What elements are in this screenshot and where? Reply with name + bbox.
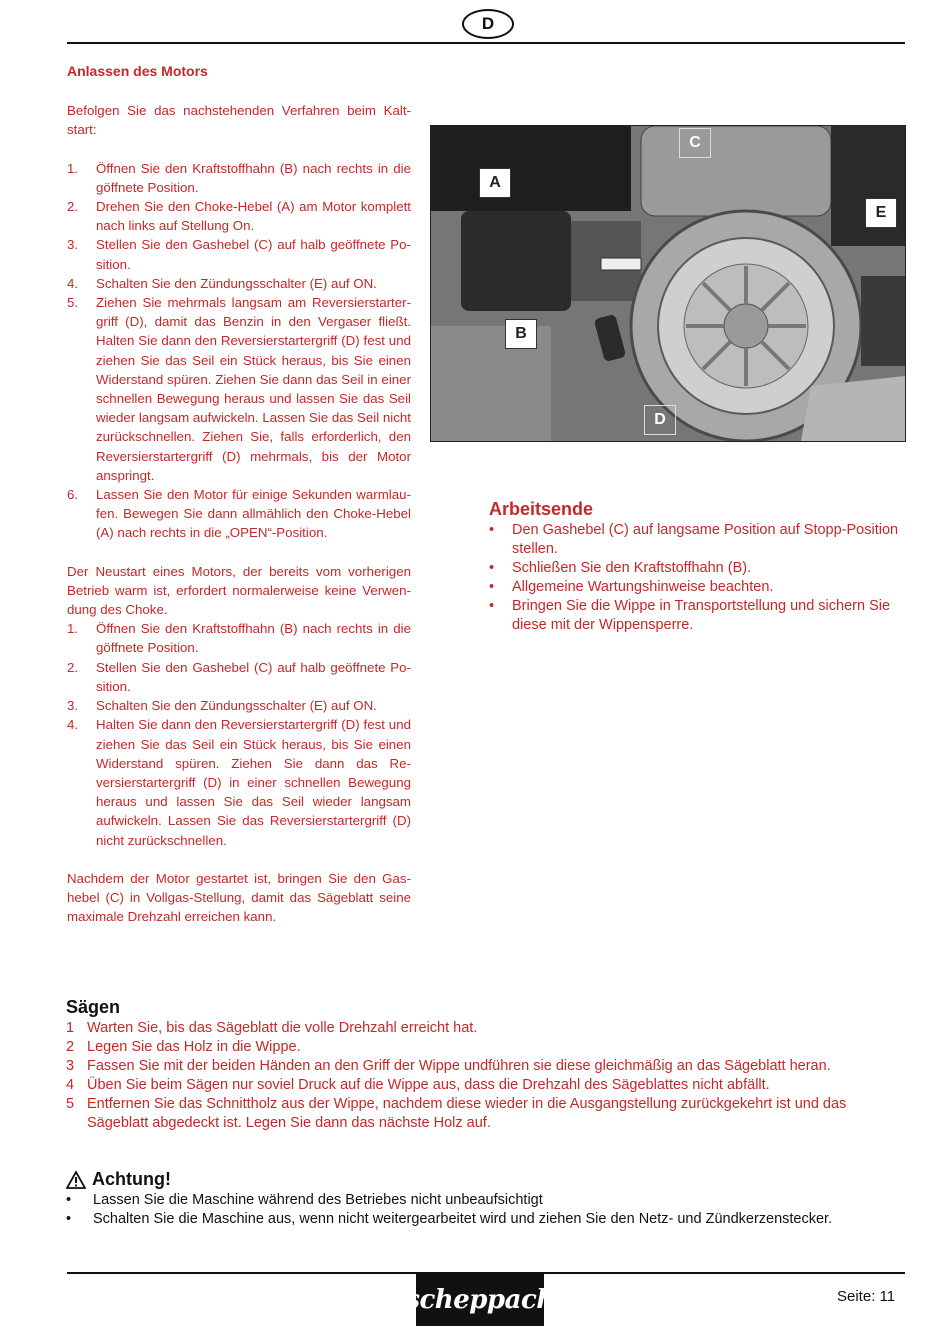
list-item: 3. Schalten Sie den Zündungsschalter (E) auf ON. bbox=[67, 698, 377, 714]
language-badge: D bbox=[462, 9, 514, 39]
list-item: 3 Fassen Sie mit der beiden Händen an den Griff der Wippe undführen sie diese gleichmäßig an das Sägeblatt heran. bbox=[66, 1058, 831, 1074]
engine-photo bbox=[430, 125, 906, 442]
section-heading-achtung bbox=[66, 1170, 911, 1189]
list-item: 1. Öffnen Sie den Kraftstoffhahn (B) nach rechts in die göffnete Position. bbox=[67, 621, 411, 656]
list-item: 2 Legen Sie das Holz in die Wippe. bbox=[66, 1039, 301, 1055]
list-item: 1 Warten Sie, bis das Sägeblatt die volle Drehzahl erreicht hat. bbox=[66, 1020, 478, 1036]
list-item: 4 Üben Sie beim Sägen nur soviel Druck auf die Wippe aus, dass die Drehzahl des Sägeblattes nicht abfällt. bbox=[66, 1077, 770, 1093]
saegen-steps bbox=[66, 1019, 911, 1133]
list-item: 2. Stellen Sie den Gashebel (C) auf halb geöffnete Position. bbox=[67, 659, 411, 694]
list-item: 3. Stellen Sie den Gashebel (C) auf halb geöffnete Position. bbox=[67, 237, 411, 272]
photo-label-d: D bbox=[644, 405, 676, 435]
page-number: Seite: 11 bbox=[837, 1288, 896, 1305]
list-item: • Schalten Sie die Maschine aus, wenn nicht weitergearbeitet wird und ziehen Sie den Netz- und Zündkerzenstecker. bbox=[66, 1211, 833, 1227]
header-rule bbox=[67, 42, 905, 44]
warm-start-intro: Der Neustart eines Motors, der bereits vom vorherigen Betrieb warm ist, erfordert normalerweise keine Verwendung des Choke. bbox=[67, 563, 411, 618]
list-item: 2. Drehen Sie den Choke-Hebel (A) am Motor komplett nach links auf Stellung On. bbox=[67, 199, 411, 234]
section-heading-arbeitsende: Arbeitsende bbox=[489, 499, 594, 519]
list-item: 5. Ziehen Sie mehrmals langsam am Reversierstartergriff (D), damit das Benzin in den Vergaser fließt. Halten Sie dann den Reversierstartergriff (D) fest und ziehen Sie das Seil ein Stück heraus, bis Sie einen Widerstand spüren. Ziehen Sie dann das Seil in einer schnellen Bewegung heraus und lassen Sie das Seil wieder langsam aufwickeln. Lassen Sie das Seil nicht zurückschnellen. Ziehen Sie, falls erforderlich, den Reversierstartergriff (D) mehrmals, bis der Motor anspringt. bbox=[67, 295, 411, 483]
list-item: • Den Gashebel (C) auf langsame Position auf Stopp-Position stellen. bbox=[489, 522, 899, 557]
list-item: • Bringen Sie die Wippe in Transportstellung und sichern Sie diese mit der Wippensperre. bbox=[489, 598, 891, 633]
photo-label-c: C bbox=[679, 128, 711, 158]
warning-icon bbox=[66, 1171, 86, 1189]
after-start-note: Nachdem der Motor gestartet ist, bringen Sie den Gashebel (C) in Vollgas-Stellung, damit das Sägeblatt seine maximale Drehzahl erreichen kann. bbox=[67, 870, 411, 925]
section-heading-start-engine: Anlassen des Motors bbox=[67, 63, 208, 79]
list-item: 6. Lassen Sie den Motor für einige Sekunden warmlaufen. Bewegen Sie dann allmählich den Choke-Hebel (A) nach rechts in die „OPEN“-Position. bbox=[67, 487, 411, 541]
arbeitsende-list bbox=[489, 521, 909, 635]
photo-label-b: B bbox=[505, 319, 537, 349]
cold-start-intro: Befolgen Sie das nachstehenden Verfahren beim Kaltstart: bbox=[67, 103, 411, 138]
list-item: 4. Schalten Sie den Zündungsschalter (E) auf ON. bbox=[67, 275, 377, 291]
section-heading-saegen: Sägen bbox=[66, 997, 121, 1017]
list-item: 4. Halten Sie dann den Reversierstartergriff (D) fest und ziehen Sie das Seil ein Stück heraus, bis Sie einen Widerstand spüren. Ziehen Sie dann das Reversierstartergriff (D) in einer schnellen Bewegung heraus und lassen Sie das Seil wieder langsam aufwickeln. Lassen Sie das Reversierstartergriff (D) nicht zurückschnellen. bbox=[67, 717, 411, 848]
achtung-section bbox=[66, 1170, 911, 1229]
photo-label-e: E bbox=[865, 198, 897, 228]
achtung-title: Achtung! bbox=[92, 1169, 171, 1189]
list-item: • Lassen Sie die Maschine während des Betriebes nicht unbeaufsichtigt bbox=[66, 1192, 543, 1208]
list-item: • Allgemeine Wartungshinweise beachten. bbox=[489, 579, 774, 595]
warm-start-steps bbox=[67, 619, 411, 849]
arbeitsende-section bbox=[489, 500, 909, 635]
cold-start-steps bbox=[67, 159, 411, 543]
list-item: 1. Öffnen Sie den Kraftstoffhahn (B) nach rechts in die göffnete Position. bbox=[67, 160, 411, 195]
brand-logo: scheppach bbox=[416, 1274, 544, 1326]
photo-label-a: A bbox=[479, 168, 511, 198]
achtung-list bbox=[66, 1191, 911, 1229]
list-item: • Schließen Sie den Kraftstoffhahn (B). bbox=[489, 560, 752, 576]
left-column bbox=[67, 62, 411, 926]
saegen-section bbox=[66, 998, 911, 1133]
list-item: 5 Entfernen Sie das Schnittholz aus der Wippe, nachdem diese wieder in die Ausgangstellung zurückgekehrt ist und das Sägeblatt abgedeckt ist. Legen Sie dann das nächste Holz auf. bbox=[66, 1096, 847, 1131]
